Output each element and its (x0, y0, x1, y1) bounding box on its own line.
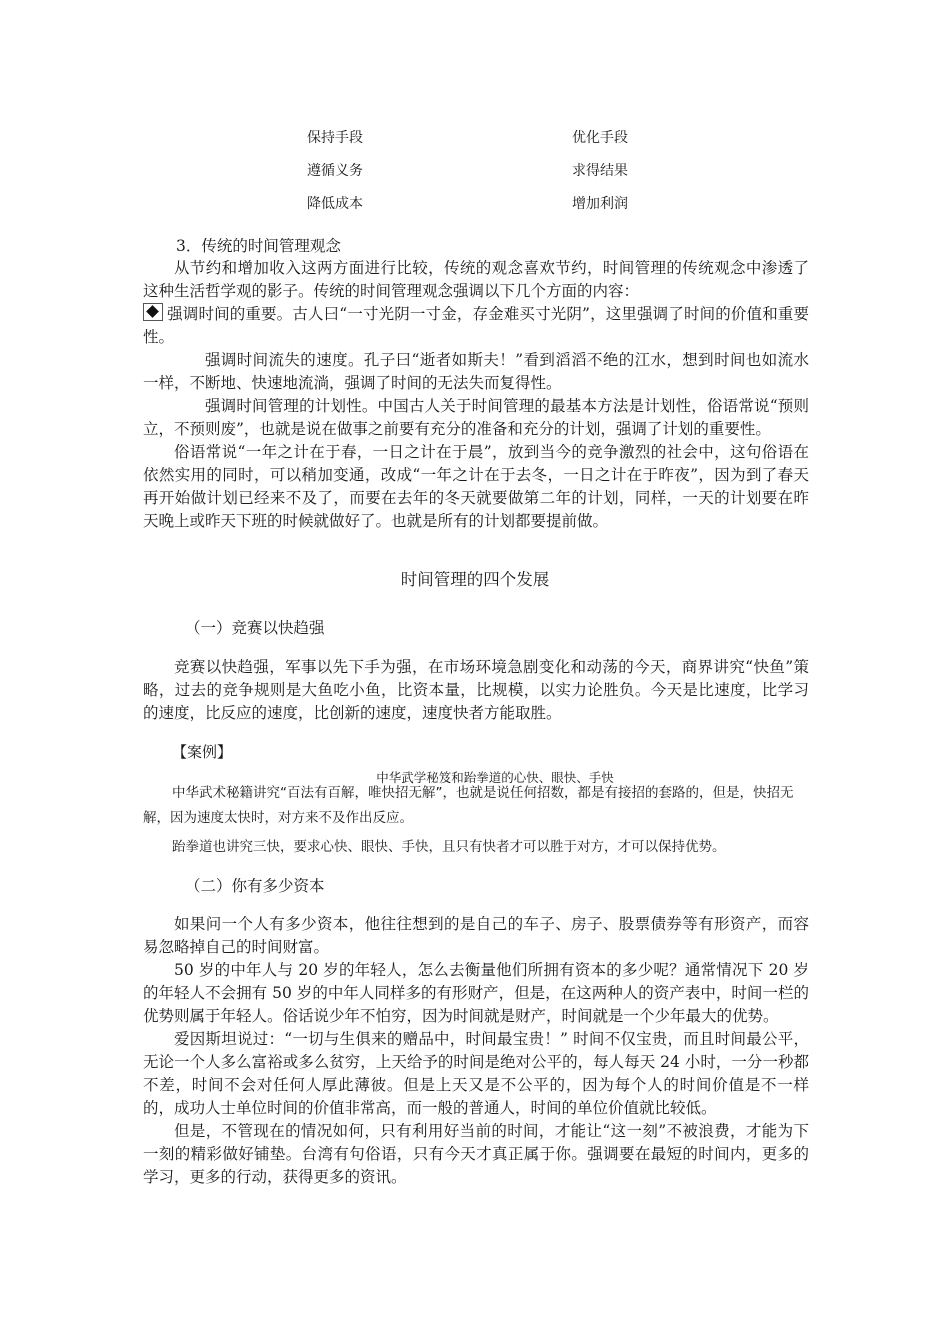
subsection-body (143, 656, 809, 725)
case-paragraph: 跆拳道也讲究三快，要求心快、眼快、手快，且只有快者才可以胜于对方，才可以保持优势。 (172, 839, 726, 855)
paragraph-with-bullet (143, 303, 809, 349)
page-title: 时间管理的四个发展 (400, 570, 550, 589)
section-heading: 3．传统的时间管理观念 (176, 237, 341, 255)
table-row (307, 120, 667, 153)
diamond-bullet-icon (143, 303, 163, 321)
table-cell: 增加利润 (572, 195, 628, 212)
paragraph: 俗语常说“一年之计在于春，一日之计在于晨”，放到当今的竞争激烈的社会中，这句俗语在依然实用的同时，可以稍加变通，改成“一年之计在于去冬，一日之计在于昨夜”，因为到了春天再开始做计划已经来不及了，而要在去年的冬天就要做第二年的计划，同样，一天的计划要在昨天晚上或昨天下班的时候就做好了。也就是所有的计划都要提前做。 (143, 443, 809, 530)
case-paragraph: 中华武术秘籍讲究“百法有百解，唯快招无解”，也就是说任何招数，都是有接招的套路的，但是，快招无解，因为速度太快时，对方来不及作出反应。 (143, 785, 794, 826)
table-row (307, 186, 667, 219)
paragraph: 爱因斯坦说过：“一切与生俱来的赠品中，时间最宝贵！” 时间不仅宝贵，而且时间最公平，无论一个人多么富裕或多么贫穷，上天给予的时间是绝对公平的，每人每天 24 小时，一分一秒都不差，时间不会对任何人厚此薄彼。但是上天又是不公平的，因为每个人的时间价值是不一样的，成功人士单位时间的价值非常高，而一般的普通人，时间的单位价值就比较低。 (143, 1030, 809, 1117)
subsection-body (143, 913, 809, 1189)
paragraph: 但是，不管现在的情况如何，只有利用好当前的时间，才能让“这一刻”不被浪费，才能为下一刻的精彩做好铺垫。台湾有句俗语，只有今天才真正属于你。强调要在最短的时间内，更多的学习，更多的行动，获得更多的资讯。 (143, 1122, 809, 1186)
table-row (307, 153, 667, 186)
comparison-table (307, 120, 667, 219)
case-label: 【案例】 (172, 743, 233, 761)
table-cell: 求得结果 (572, 162, 628, 179)
paragraph: 强调时间流失的速度。孔子曰“逝者如斯夫！”看到滔滔不绝的江水，想到时间也如流水一样，不断地、快速地流淌，强调了时间的无法失而复得性。 (143, 351, 809, 392)
table-cell: 优化手段 (572, 129, 628, 146)
subsection-heading: （一）竞赛以快趋强 (185, 619, 325, 637)
paragraph: 从节约和增加收入这两方面进行比较，传统的观念喜欢节约，时间管理的传统观念中渗透了这种生活哲学观的影子。传统的时间管理观念强调以下几个方面的内容： (143, 259, 809, 300)
paragraph: 竞赛以快趋强，军事以先下手为强，在市场环境急剧变化和动荡的今天，商界讲究“快鱼”策略，过去的竞争规则是大鱼吃小鱼，比资本量，比规模，以实力论胜负。今天是比速度，比学习的速度，比反应的速度，比创新的速度，速度快者方能取胜。 (143, 658, 809, 722)
paragraph: 50 岁的中年人与 20 岁的年轻人，怎么去衡量他们所拥有资本的多少呢？通常情况下 20 岁的年轻人不会拥有 50 岁的中年人同样多的有形财产，但是，在这两种人的资产表中，时间一栏的优势则属于年轻人。俗话说少年不怕穷，因为时间就是财产，时间就是一个少年最大的优势。 (143, 961, 809, 1025)
paragraph-text: 强调时间的重要。古人曰“一寸光阴一寸金，存金难买寸光阴”，这里强调了时间的价值和重要性。 (143, 305, 809, 346)
table-cell: 遵循义务 (307, 162, 363, 179)
case-body (143, 781, 809, 860)
case-caption: 中华武学秘笈和跆拳道的心快、眼快、手快 (376, 770, 614, 785)
paragraph: 强调时间管理的计划性。中国古人关于时间管理的最基本方法是计划性，俗语常说“预则立，不预则废”，也就是说在做事之前要有充分的准备和充分的计划，强调了计划的重要性。 (143, 397, 809, 438)
paragraph: 如果问一个人有多少资本，他往往想到的是自己的车子、房子、股票债券等有形资产，而容易忽略掉自己的时间财富。 (143, 915, 809, 956)
subsection-heading: （二）你有多少资本 (185, 877, 325, 895)
table-cell: 保持手段 (307, 129, 363, 146)
section-traditional-concepts (143, 235, 809, 533)
table-cell: 降低成本 (307, 195, 363, 212)
